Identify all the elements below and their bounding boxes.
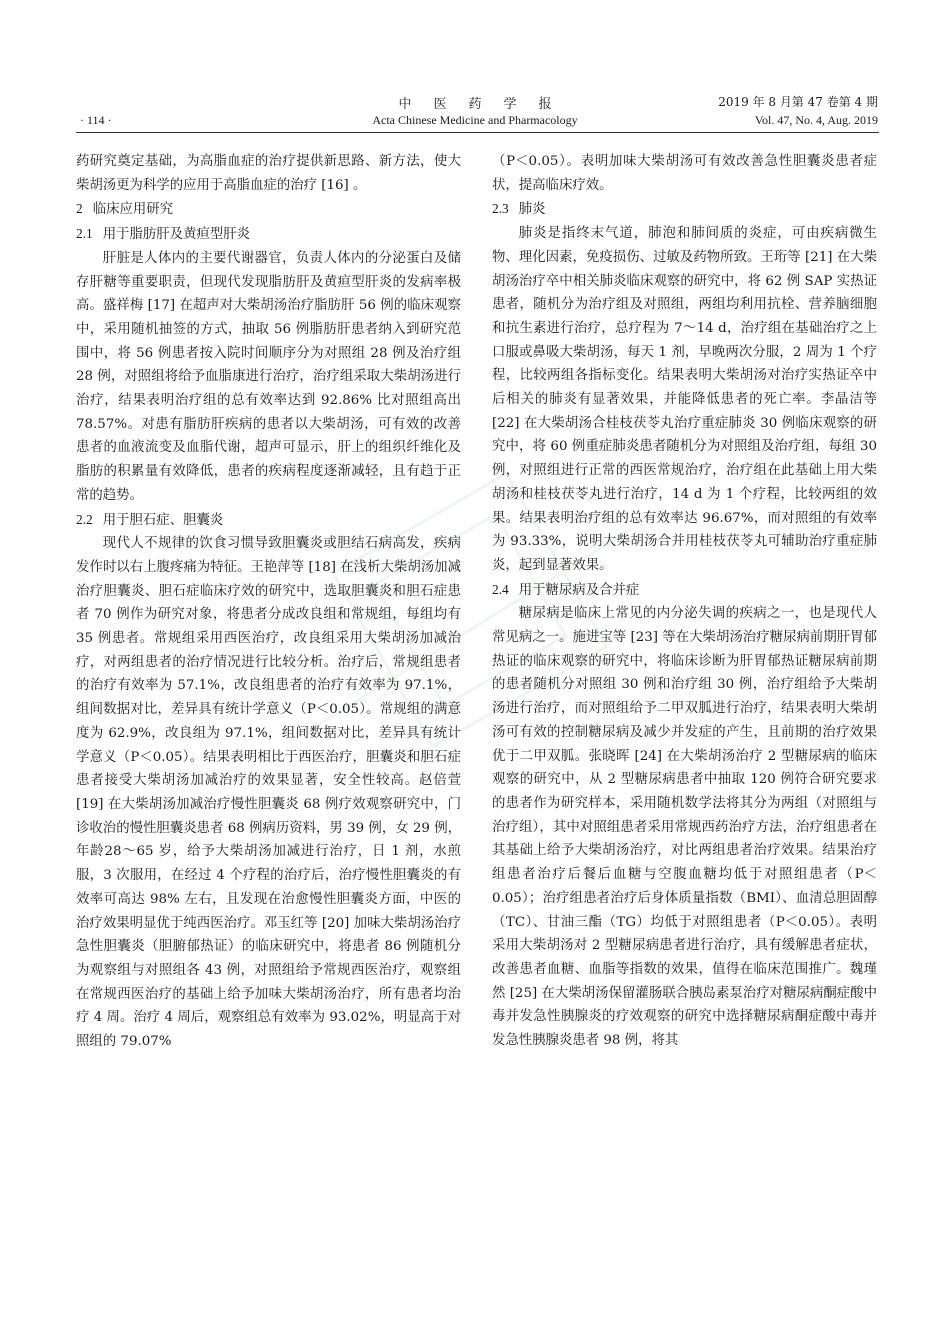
section-title: 临床应用研究: [92, 202, 174, 218]
paragraph-continued: （P＜0.05）。表明加味大柴胡汤可有效改善急性胆囊炎患者症状，提高临床疗效。: [492, 154, 877, 193]
section-heading-2-1: [76, 222, 461, 247]
section-number: 2.4: [492, 581, 509, 597]
right-column: [492, 150, 877, 1053]
journal-title-cn: 中医药学报: [398, 97, 574, 112]
paragraph-fatty-liver: 肝脏是人体内的主要代谢器官，负责人体内的分泌蛋白及储存肝糖等重要职责，但现代发现脂肪肝及黄疸型肝炎的发病率极高。盛祥梅 [17] 在超声对大柴胡汤治疗脂肪肝 56 例的临床观察中，采用随机抽签的方式，抽取 56 例脂肪肝患者纳入到研究范围中，将 56 例患者按入院时间顺序分为对照组 28 例及治疗组 28 例，对照组将给予血脂康进行治疗，治疗组采取大柴胡汤进行治疗，结果表明治疗组的总有效率达到 92.86% 比对照组高出 78.57%。对患有脂肪肝疾病的患者以大柴胡汤，可有效的改善患者的血液流变及血脂代谢，超声可显示，肝上的组织纤维化及脂肪的积累量有效降低，患者的疾病程度逐渐减轻，且有趋于正常的趋势。: [76, 250, 461, 503]
section-heading-2-3: [492, 197, 877, 222]
journal-title-en: Acta Chinese Medicine and Pharmacology: [372, 113, 578, 127]
paragraph-continued: 药研究奠定基础，为高脂血症的治疗提供新思路、新方法，使大柴胡汤更为科学的应用于高脂血症的治疗 [16] 。: [76, 154, 461, 193]
paragraph-diabetes: 糖尿病是临床上常见的内分泌失调的疾病之一，也是现代人常见病之一。施进宝等 [23] 等在大柴胡汤治疗糖尿病前期肝胃郁热证的临床观察的研究中，将临床诊断为肝胃郁热证糖尿病前期的患者随机分对照组 30 例和治疗组 30 例，治疗组给予大柴胡汤进行治疗，而对照组给予二甲双胍进行治疗，结果表明大柴胡汤可有效的控制糖尿病及减少并发症的产生，且前期的治疗效果优于二甲双胍。张晓晖 [24] 在大柴胡汤治疗 2 型糖尿病的临床观察的研究中，从 2 型糖尿病患者中抽取 120 例符合研究要求的患者作为研究样本，采用随机数学法将其分为两组（对照组与治疗组），其中对照组患者采用常规西药治疗方法，治疗组患者在其基础上给予大柴胡汤治疗，对比两组患者治疗效果。结果治疗组患者治疗后餐后血糖与空腹血糖均低于对照组患者（P＜0.05）；治疗组患者治疗后身体质量指数（BMI）、血清总胆固醇（TC）、甘油三酯（TG）均低于对照组患者（P＜0.05）。表明采用大柴胡汤对 2 型糖尿病患者进行治疗，具有缓解患者症状，改善患者血糖、血脂等指数的效果，值得在临床范围推广。魏瑾然 [25] 在大柴胡汤保留灌肠联合胰岛素泵治疗对糖尿病酮症酸中毒并发急性胰腺炎的疗效观察的研究中选择糖尿病酮症酸中毒并发急性胰腺炎患者 98 例，将其: [492, 606, 877, 1049]
section-title: 用于胆石症、胆囊炎: [102, 512, 224, 528]
section-title: 肺炎: [518, 202, 546, 218]
page-number: · 114 ·: [80, 113, 112, 127]
section-number: 2.2: [76, 511, 93, 527]
section-heading-2: [76, 197, 461, 222]
issue-info-cn: 2019 年 8 月第 47 卷第 4 期: [718, 95, 878, 109]
section-title: 用于脂肪肝及黄疸型肝炎: [102, 227, 251, 243]
issue-info-en: Vol. 47, No. 4, Aug. 2019: [754, 113, 878, 127]
section-heading-2-4: [492, 578, 877, 603]
header-divider: [76, 132, 879, 133]
section-number: 2: [76, 201, 83, 217]
paragraph-gallbladder: 现代人不规律的饮食习惯导致胆囊炎或胆结石病高发，疾病发作时以右上腹疼痛为特征。王艳萍等 [18] 在浅析大柴胡汤加减治疗胆囊炎、胆石症临床疗效的研究中，选取胆囊炎和胆石症患者 70 例作为研究对象，将患者分成改良组和常规组，每组均有 35 例患者。常规组采用西医治疗，改良组采用大柴胡汤加减治疗，对两组患者的治疗情况进行比较分析。治疗后，常规组患者的治疗有效率为 57.1%，改良组患者的治疗有效率为 97.1%，组间数据对比，差异具有统计学意义（P＜0.05）。常规组的满意度为 62.9%，改良组为 97.1%，组间数据对比，差异具有统计学意义（P＜0.05）。结果表明相比于西医治疗，胆囊炎和胆石症患者接受大柴胡汤加减治疗的效果显著，安全性较高。赵倍萱 [19] 在大柴胡汤加减治疗慢性胆囊炎 68 例疗效观察研究中，门诊收治的慢性胆囊炎患者 68 例病历资料，男 39 例，女 29 例，年龄28～65 岁，给予大柴胡汤加减进行治疗，日 1 剂，水煎服，3 次服用，在经过 4 个疗程的治疗后，治疗慢性胆囊炎的有效率可高达 98% 左右，且发现在治愈慢性胆囊炎方面，中医的治疗效果明显优于纯西医治疗。邓玉红等 [20] 加味大柴胡汤治疗急性胆囊炎（胆腑郁热证）的临床研究中，将患者 86 例随机分为观察组与对照组各 43 例，对照组给予常规西医治疗，观察组在常规西医治疗的基础上给予加味大柴胡汤治疗，所有患者均治疗 4 周。治疗 4 周后，观察组总有效率为 93.02%，明显高于对照组的 79.07%: [76, 536, 461, 1050]
section-number: 2.3: [492, 201, 509, 217]
paragraph-pneumonia: 肺炎是指终末气道，肺泡和肺间质的炎症，可由疾病微生物、理化因素，免疫损伤、过敏及药物所致。王珩等 [21] 在大柴胡汤治疗卒中相关肺炎临床观察的研究中，将 62 例 SAP 实热证患者，随机分为治疗组及对照组，两组均利用抗栓、营养脑细胞和抗生素进行治疗，总疗程为 7～14 d，治疗组在基础治疗之上口服或鼻吸大柴胡汤，每天 1 剂，早晚两次分服，2 周为 1 个疗程，比较两组各指标变化。结果表明大柴胡汤对治疗实热证卒中后相关的肺炎有显著效果，并能降低患者的死亡率。李晶洁等 [22] 在大柴胡汤合桂枝茯苓丸治疗重症肺炎 30 例临床观察的研究中，将 60 例重症肺炎患者随机分为对照组及治疗组，每组 30 例，对照组进行正常的西医常规治疗，治疗组在此基础上用大柴胡汤和桂枝茯苓丸进行治疗，14 d 为 1 个疗程，比较两组的效果。结果表明治疗组的总有效率达 96.67%，而对照组的有效率为 93.33%，说明大柴胡汤合并用桂枝茯苓丸可辅助治疗重症肺炎，起到显著效果。: [492, 226, 877, 573]
section-number: 2.1: [76, 226, 93, 242]
left-column: [76, 150, 461, 1054]
section-heading-2-2: [76, 508, 461, 533]
section-title: 用于糖尿病及合并症: [518, 582, 640, 598]
